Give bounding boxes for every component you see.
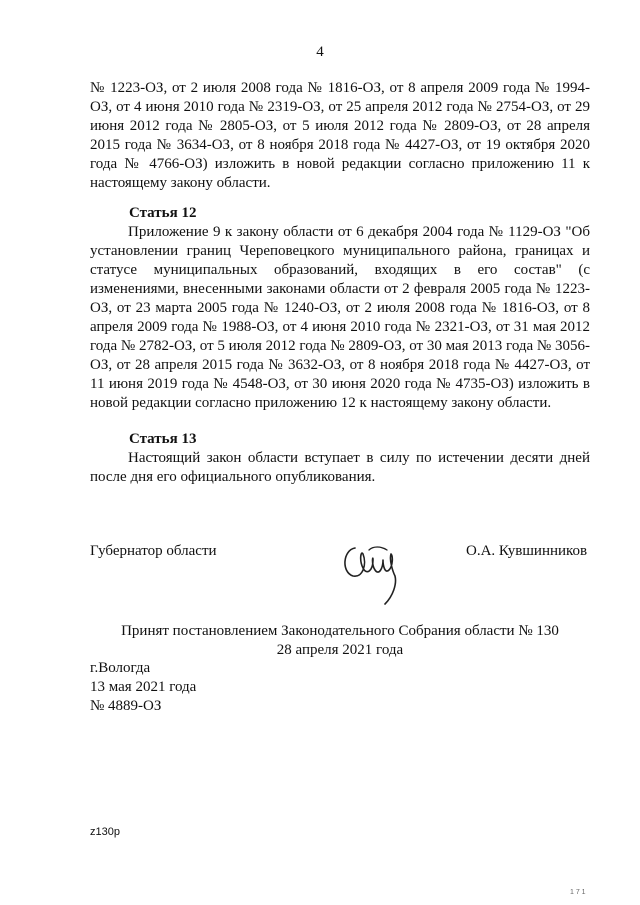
place: г.Вологда xyxy=(90,660,151,676)
law-details xyxy=(90,659,196,716)
adoption-line-1: Принят постановлением Законодательного Собрания области № 130 xyxy=(121,623,559,639)
article-12-heading: Статья 12 xyxy=(129,205,197,221)
law-number: № 4889-ОЗ xyxy=(90,698,162,714)
corner-mark: 1 7 1 xyxy=(570,889,586,896)
article-12-block xyxy=(90,223,590,413)
document-code: z130p xyxy=(90,826,120,838)
adoption-line-2: 28 апреля 2021 года xyxy=(276,642,404,658)
signing-date: 13 мая 2021 года xyxy=(90,679,197,695)
article-13-text: Настоящий закон области вступает в силу по истечении десяти дней после дня его официального опубликования. xyxy=(90,450,590,485)
intro-paragraph: № 1223-ОЗ, от 2 июля 2008 года № 1816-ОЗ, от 8 апреля 2009 года № 1994-ОЗ, от 4 июня 2010 года № 2319-ОЗ, от 25 апреля 2012 года № 2754-ОЗ, от 29 июня 2012 года № 2805-ОЗ, от 5 июля 2012 года № 2809-ОЗ, от 28 апреля 2015 года № 3634-ОЗ, от 8 ноября 2018 года № 4427-ОЗ, от 19 октября 2020 года № 4766-ОЗ) изложить в новой редакции согласно приложению 11 к настоящему закону области. xyxy=(90,80,590,191)
article-13-heading: Статья 13 xyxy=(129,431,197,447)
article-12-text: Приложение 9 к закону области от 6 декабря 2004 года № 1129-ОЗ "Об установлении границ Череповецкого муниципального района, границах и статусе муниципальных образований, входящих в его состав" (с изменениями, внесенными законами области от 2 февраля 2005 года № 1223-ОЗ, от 23 марта 2005 года № 1240-ОЗ, от 2 июля 2008 года № 1816-ОЗ, от 8 апреля 2009 года № 1988-ОЗ, от 4 июня 2010 года № 2321-ОЗ, от 31 мая 2012 года № 2782-ОЗ, от 5 июля 2012 года № 2809-ОЗ, от 30 мая 2013 года № 3056-ОЗ, от 28 апреля 2015 года № 3632-ОЗ, от 8 ноября 2018 года № 4427-ОЗ, от 11 июня 2019 года № 4548-ОЗ, от 30 июня 2020 года № 4735-ОЗ) изложить в новой редакции согласно приложению 12 к настоящему закону области. xyxy=(90,224,590,411)
page-number: 4 xyxy=(316,44,324,60)
signatory-name: О.А. Кувшинников xyxy=(466,543,588,559)
signatory-title: Губернатор области xyxy=(90,543,217,559)
adoption-note xyxy=(90,622,590,660)
handwritten-signature xyxy=(333,520,423,615)
intro-paragraph-block xyxy=(90,79,590,193)
article-13-block xyxy=(90,449,590,487)
